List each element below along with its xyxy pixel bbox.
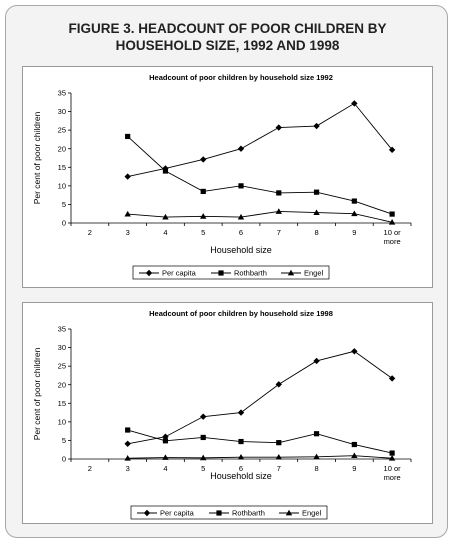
y-tick-label: 0 [61, 454, 66, 464]
series-line-engel [128, 211, 392, 222]
figure-title-line1: FIGURE 3. HEADCOUNT OF POOR CHILDREN BY [68, 21, 387, 36]
x-axis-title: Household size [210, 245, 272, 255]
series-per-capita [124, 100, 395, 180]
data-point-per-capita [124, 441, 130, 447]
x-tick-label: 9 [352, 464, 357, 473]
y-tick-label: 10 [57, 181, 66, 191]
y-tick-label: 5 [61, 200, 66, 210]
x-tick-label: 6 [238, 228, 244, 237]
x-axis-title: Household size [210, 471, 272, 481]
data-point-per-capita [276, 381, 282, 387]
x-tick-label: 4 [163, 464, 168, 473]
legend-label-engel: Engel [302, 508, 322, 518]
data-point-per-capita [313, 123, 319, 129]
chart-title-1992: Headcount of poor children by household size 1992 [149, 73, 333, 82]
y-tick-label: 15 [57, 398, 66, 408]
y-tick-label: 35 [57, 88, 66, 98]
series-engel [124, 208, 395, 224]
x-tick-label: 2 [87, 228, 92, 237]
legend-label-per-capita: Per capita [162, 268, 196, 278]
data-point-rothbarth [352, 442, 357, 447]
chart-panel-1992 [22, 66, 433, 288]
data-point-per-capita [313, 358, 319, 364]
series-line-per-capita [128, 351, 392, 443]
data-point-rothbarth [238, 439, 243, 444]
x-tick-label: 7 [276, 464, 281, 473]
chart-1992 [23, 67, 432, 287]
data-point-rothbarth [163, 168, 168, 173]
y-tick-label: 30 [57, 343, 66, 353]
legend-marker-rothbarth [218, 270, 223, 275]
chart-1998 [23, 303, 432, 523]
y-tick-label: 30 [57, 107, 66, 117]
data-point-per-capita [200, 156, 206, 162]
x-tick-label: 7 [276, 228, 281, 237]
x-tick-label: 9 [352, 228, 357, 237]
data-point-per-capita [124, 173, 130, 179]
y-axis-title: Per cent of poor children [32, 111, 42, 205]
x-tick-label: 5 [201, 228, 206, 237]
data-point-engel [276, 208, 282, 214]
data-point-rothbarth [276, 190, 281, 195]
y-tick-label: 25 [57, 361, 66, 371]
data-point-per-capita [389, 375, 395, 381]
y-tick-label: 35 [57, 324, 66, 334]
y-tick-label: 20 [57, 380, 66, 390]
y-tick-label: 15 [57, 162, 66, 172]
data-point-rothbarth [201, 189, 206, 194]
data-point-rothbarth [390, 450, 395, 455]
data-point-rothbarth [125, 427, 130, 432]
figure-title [0, 20, 455, 54]
series-line-per-capita [128, 103, 392, 176]
data-point-per-capita [238, 409, 244, 415]
y-tick-label: 20 [57, 144, 66, 154]
data-point-per-capita [200, 413, 206, 419]
data-point-rothbarth [238, 183, 243, 188]
x-tick-label: 6 [238, 464, 244, 473]
data-point-rothbarth [125, 134, 130, 139]
y-tick-label: 5 [61, 436, 66, 446]
x-tick-label: 10 or more [383, 228, 401, 246]
data-point-rothbarth [390, 211, 395, 216]
data-point-rothbarth [201, 435, 206, 440]
legend-marker-rothbarth [216, 510, 221, 515]
series-rothbarth [125, 134, 395, 217]
data-point-rothbarth [352, 198, 357, 203]
x-tick-label: 3 [125, 464, 130, 473]
data-point-per-capita [351, 348, 357, 354]
y-tick-label: 25 [57, 125, 66, 135]
legend-label-engel: Engel [304, 268, 324, 278]
x-tick-label: 3 [125, 228, 130, 237]
legend-label-per-capita: Per capita [160, 508, 194, 518]
x-tick-label: 2 [87, 464, 92, 473]
y-tick-label: 0 [61, 218, 66, 228]
data-point-rothbarth [314, 190, 319, 195]
figure-title-line2: HOUSEHOLD SIZE, 1992 AND 1998 [115, 38, 340, 53]
data-point-per-capita [238, 146, 244, 152]
legend-label-rothbarth: Rothbarth [234, 268, 267, 278]
legend-label-rothbarth: Rothbarth [232, 508, 265, 518]
x-tick-label: 4 [163, 228, 168, 237]
series-rothbarth [125, 427, 395, 455]
data-point-rothbarth [163, 438, 168, 443]
data-point-engel [351, 452, 357, 458]
x-tick-label: 10 or more [383, 464, 401, 482]
x-tick-label: 5 [201, 464, 206, 473]
data-point-rothbarth [314, 431, 319, 436]
data-point-engel [124, 211, 130, 217]
chart-title-1998: Headcount of poor children by household size 1998 [149, 309, 333, 318]
chart-panel-1998 [22, 302, 433, 524]
series-per-capita [124, 348, 395, 447]
data-point-rothbarth [276, 440, 281, 445]
x-tick-label: 8 [314, 228, 319, 237]
data-point-per-capita [276, 124, 282, 130]
x-tick-label: 8 [314, 464, 319, 473]
y-axis-title: Per cent of poor children [32, 347, 42, 441]
y-tick-label: 10 [57, 417, 66, 427]
